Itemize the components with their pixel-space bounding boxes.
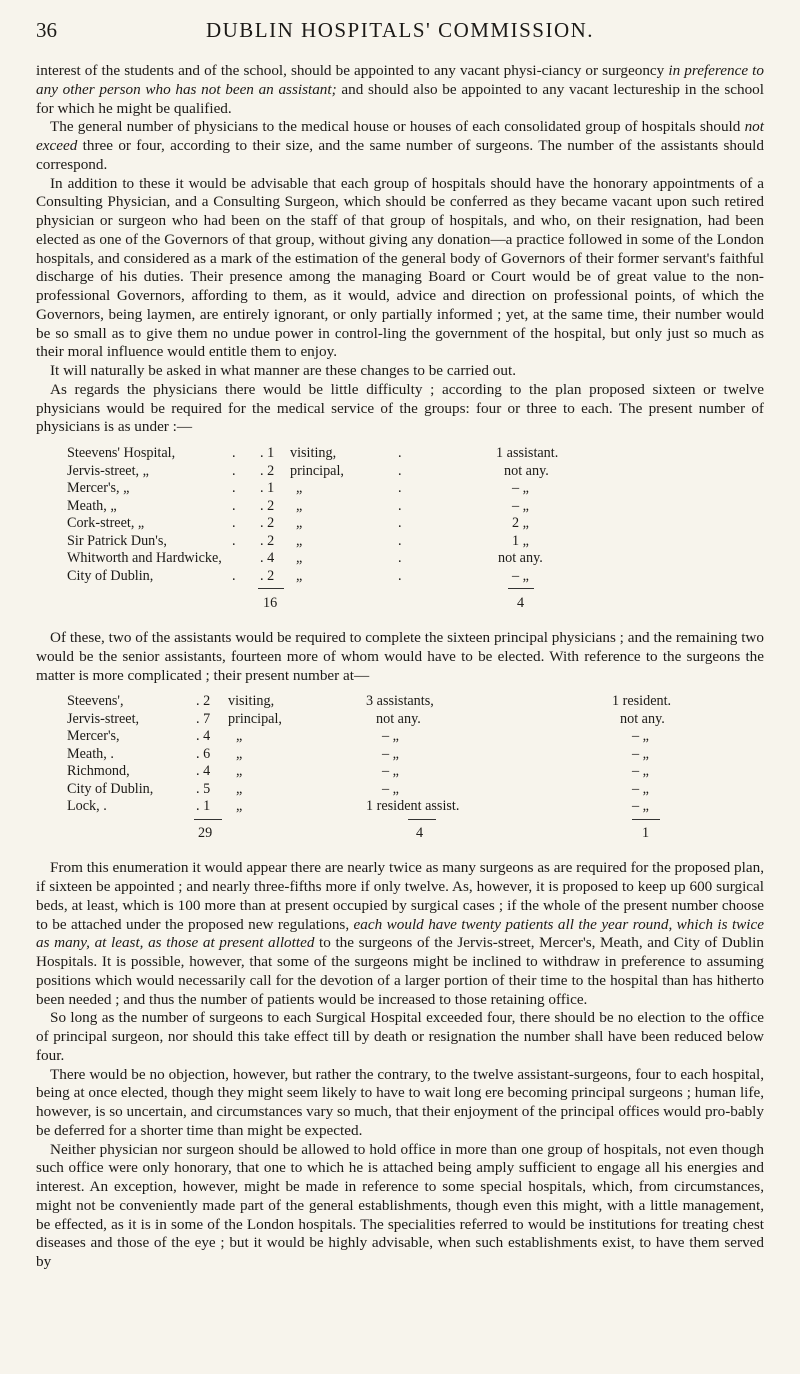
paragraph: As regards the physicians there would be little difficulty ; according to the plan proposed sixteen or twelve physicians would be required for the medical service of the groups: four or three to each. The present number of physicians is as under :— (36, 380, 764, 436)
sum-rule (408, 819, 436, 820)
table-row: Mercer's, . 4 „ – „ – „ (67, 728, 649, 745)
paragraph: There would be no objection, however, but rather the contrary, to the twelve assistant-surgeons, four to each hospital, being at once elected, though they might seem likely to have to wait long ere becoming principal surgeons ; human life, however, is so uncertain, and circumstances vary so much, that their enjoyment of the principal offices would pro-bably be deferred for a shorter time than might be expected. (36, 1065, 764, 1139)
paragraph: In addition to these it would be advisable that each group of hospitals should have the honorary appointments of a Consulting Physician, and a Consulting Surgeon, which should be conferred as they became vacant upon such retired physician or surgeon who had been on the staff of that group of hospitals, and who, on their resignation, had been elected as one of the Governors of that group, without giving any donation—a practice followed in some of the London hospitals, and considered as a mark of the estimation of the general body of Governors of their former servant's faithful discharge of his duties. Their presence among the managing Board or Court would be of great value to the non-professional Governors, affording to them, as it would, advice and direction on professional points, of which the Governors, being laymen, are entirely ignorant, or only partially informed ; yet, at the same time, their number would be so small as to give them no undue power in control-ling the government of the hospital, but only just so much as their moral influence would entitle them to enjoy. (36, 174, 764, 361)
paragraph: The general number of physicians to the medical house or houses of each consolidated group of hospitals should not exceed three or four, according to their size, and the same number of surgeons. The number of the assistants should correspond. (36, 118, 764, 173)
sum-rule (258, 588, 284, 589)
sum-rule (194, 819, 222, 820)
table-row: Cork-street, „ . . 2 „ . 2 „ (67, 515, 529, 531)
page-header (36, 16, 764, 46)
table-row: Jervis-street, . 7 principal, not any. not any. (67, 710, 665, 727)
table-row: Meath, „ . . 2 „ . – „ (67, 497, 529, 514)
table-row: Lock, . . 1 „ 1 resident assist. – „ (67, 798, 649, 815)
total-assistants: 4 (517, 595, 525, 611)
table-row: Jervis-street, „ . . 2 principal, . not any. (67, 462, 549, 479)
paragraph: It will naturally be asked in what manner are these changes to be carried out. (50, 362, 516, 379)
emphasis: each would have twenty patients all the year round, which is twice as many, at least, as those at present allotted (36, 915, 764, 952)
total-assistants: 4 (416, 825, 424, 842)
table-row: Richmond, . 4 „ – „ – „ (67, 763, 649, 780)
paragraph: Neither physician nor surgeon should be allowed to hold office in more than one group of hospitals, not even though such office were only honorary, that one to which he is attached being amply sufficient to engage all his energies and interest. An exception, however, might be made in reference to some special hospitals, which, from circumstances, might not be conveniently made part of the general establishments, though even this might, with a little management, be effected, as it is in some of the London hospitals. The specialities referred to would be institutions for treating chest diseases and those of the eye ; but it would be highly advisable, when such establishments exist, to have them served by (36, 1140, 764, 1270)
table-row: City of Dublin, . 5 „ – „ – „ (67, 780, 649, 797)
table-row: City of Dublin, . . 2 „ . – „ (67, 567, 529, 584)
emphasis: not exceed (36, 118, 764, 154)
total-count: 29 (198, 825, 213, 842)
paragraph: So long as the number of surgeons to each Surgical Hospital exceeded four, there should be no election to the office of principal surgeon, nor should this take effect till by death or resignation the number shall have been reduced below four. (36, 1009, 764, 1064)
table-row: Steevens' Hospital, . . 1 visiting, . 1 assistant. (67, 445, 559, 461)
paragraph: From this enumeration it would appear there are nearly twice as many surgeons as are required for the proposed plan, if sixteen be appointed ; and nearly three-fifths more if only twelve. As, however, it is proposed to keep up 600 surgical beds, at least, which is 100 more than at present occupied by surgical cases ; if the whole of the present number choose to be attached under the proposed new regulations, each would have twenty patients all the year round, which is twice as many, at least, as those at present allotted to the surgeons of the Jervis-street, Mercer's, Meath, and City of Dublin Hospitals. It is possible, however, that some of the surgeons might be inclined to withdraw in preference to assuming positions which would necessarily call for the devotion of a larger portion of their time to the hospital than has hitherto been needed ; and thus the number of patients would be increased to those retaining office. (36, 859, 764, 1008)
physicians-table (36, 445, 764, 623)
sum-rule (508, 588, 534, 589)
table-row: Whitworth and Hardwicke, . 4 „ . not any. (67, 550, 543, 566)
table-row: Sir Patrick Dun's, . . 2 „ . 1 „ (67, 532, 529, 549)
emphasis: in preference to any other person who has not been an assistant; (36, 62, 764, 98)
paragraph: Of these, two of the assistants would be required to complete the sixteen principal physicians ; and the remaining two would be the senior assistants, fourteen more of whom would have to be elected. With reference to the surgeons the matter is more complicated ; their present number at— (36, 629, 764, 684)
table-row: Mercer's, „ . . 1 „ . – „ (67, 480, 529, 496)
table-row: Steevens', . 2 visiting, 3 assistants, 1 resident. (67, 693, 672, 710)
page-number: 36 (36, 18, 57, 42)
paragraph: interest of the students and of the school, should be appointed to any vacant physi-ciancy or surgeoncy in preference to any other person who has not been an assistant; and should also be appointed to any vacant lectureship in the school for which he might be qualified. (36, 62, 764, 117)
total-residents: 1 (642, 825, 650, 842)
sum-rule (632, 819, 660, 820)
total-count: 16 (263, 595, 278, 611)
page-body (36, 62, 764, 1272)
table-row: Meath, . . 6 „ – „ – „ (67, 745, 649, 762)
surgeons-table (36, 693, 764, 853)
running-head: DUBLIN HOSPITALS' COMMISSION. (205, 18, 595, 42)
